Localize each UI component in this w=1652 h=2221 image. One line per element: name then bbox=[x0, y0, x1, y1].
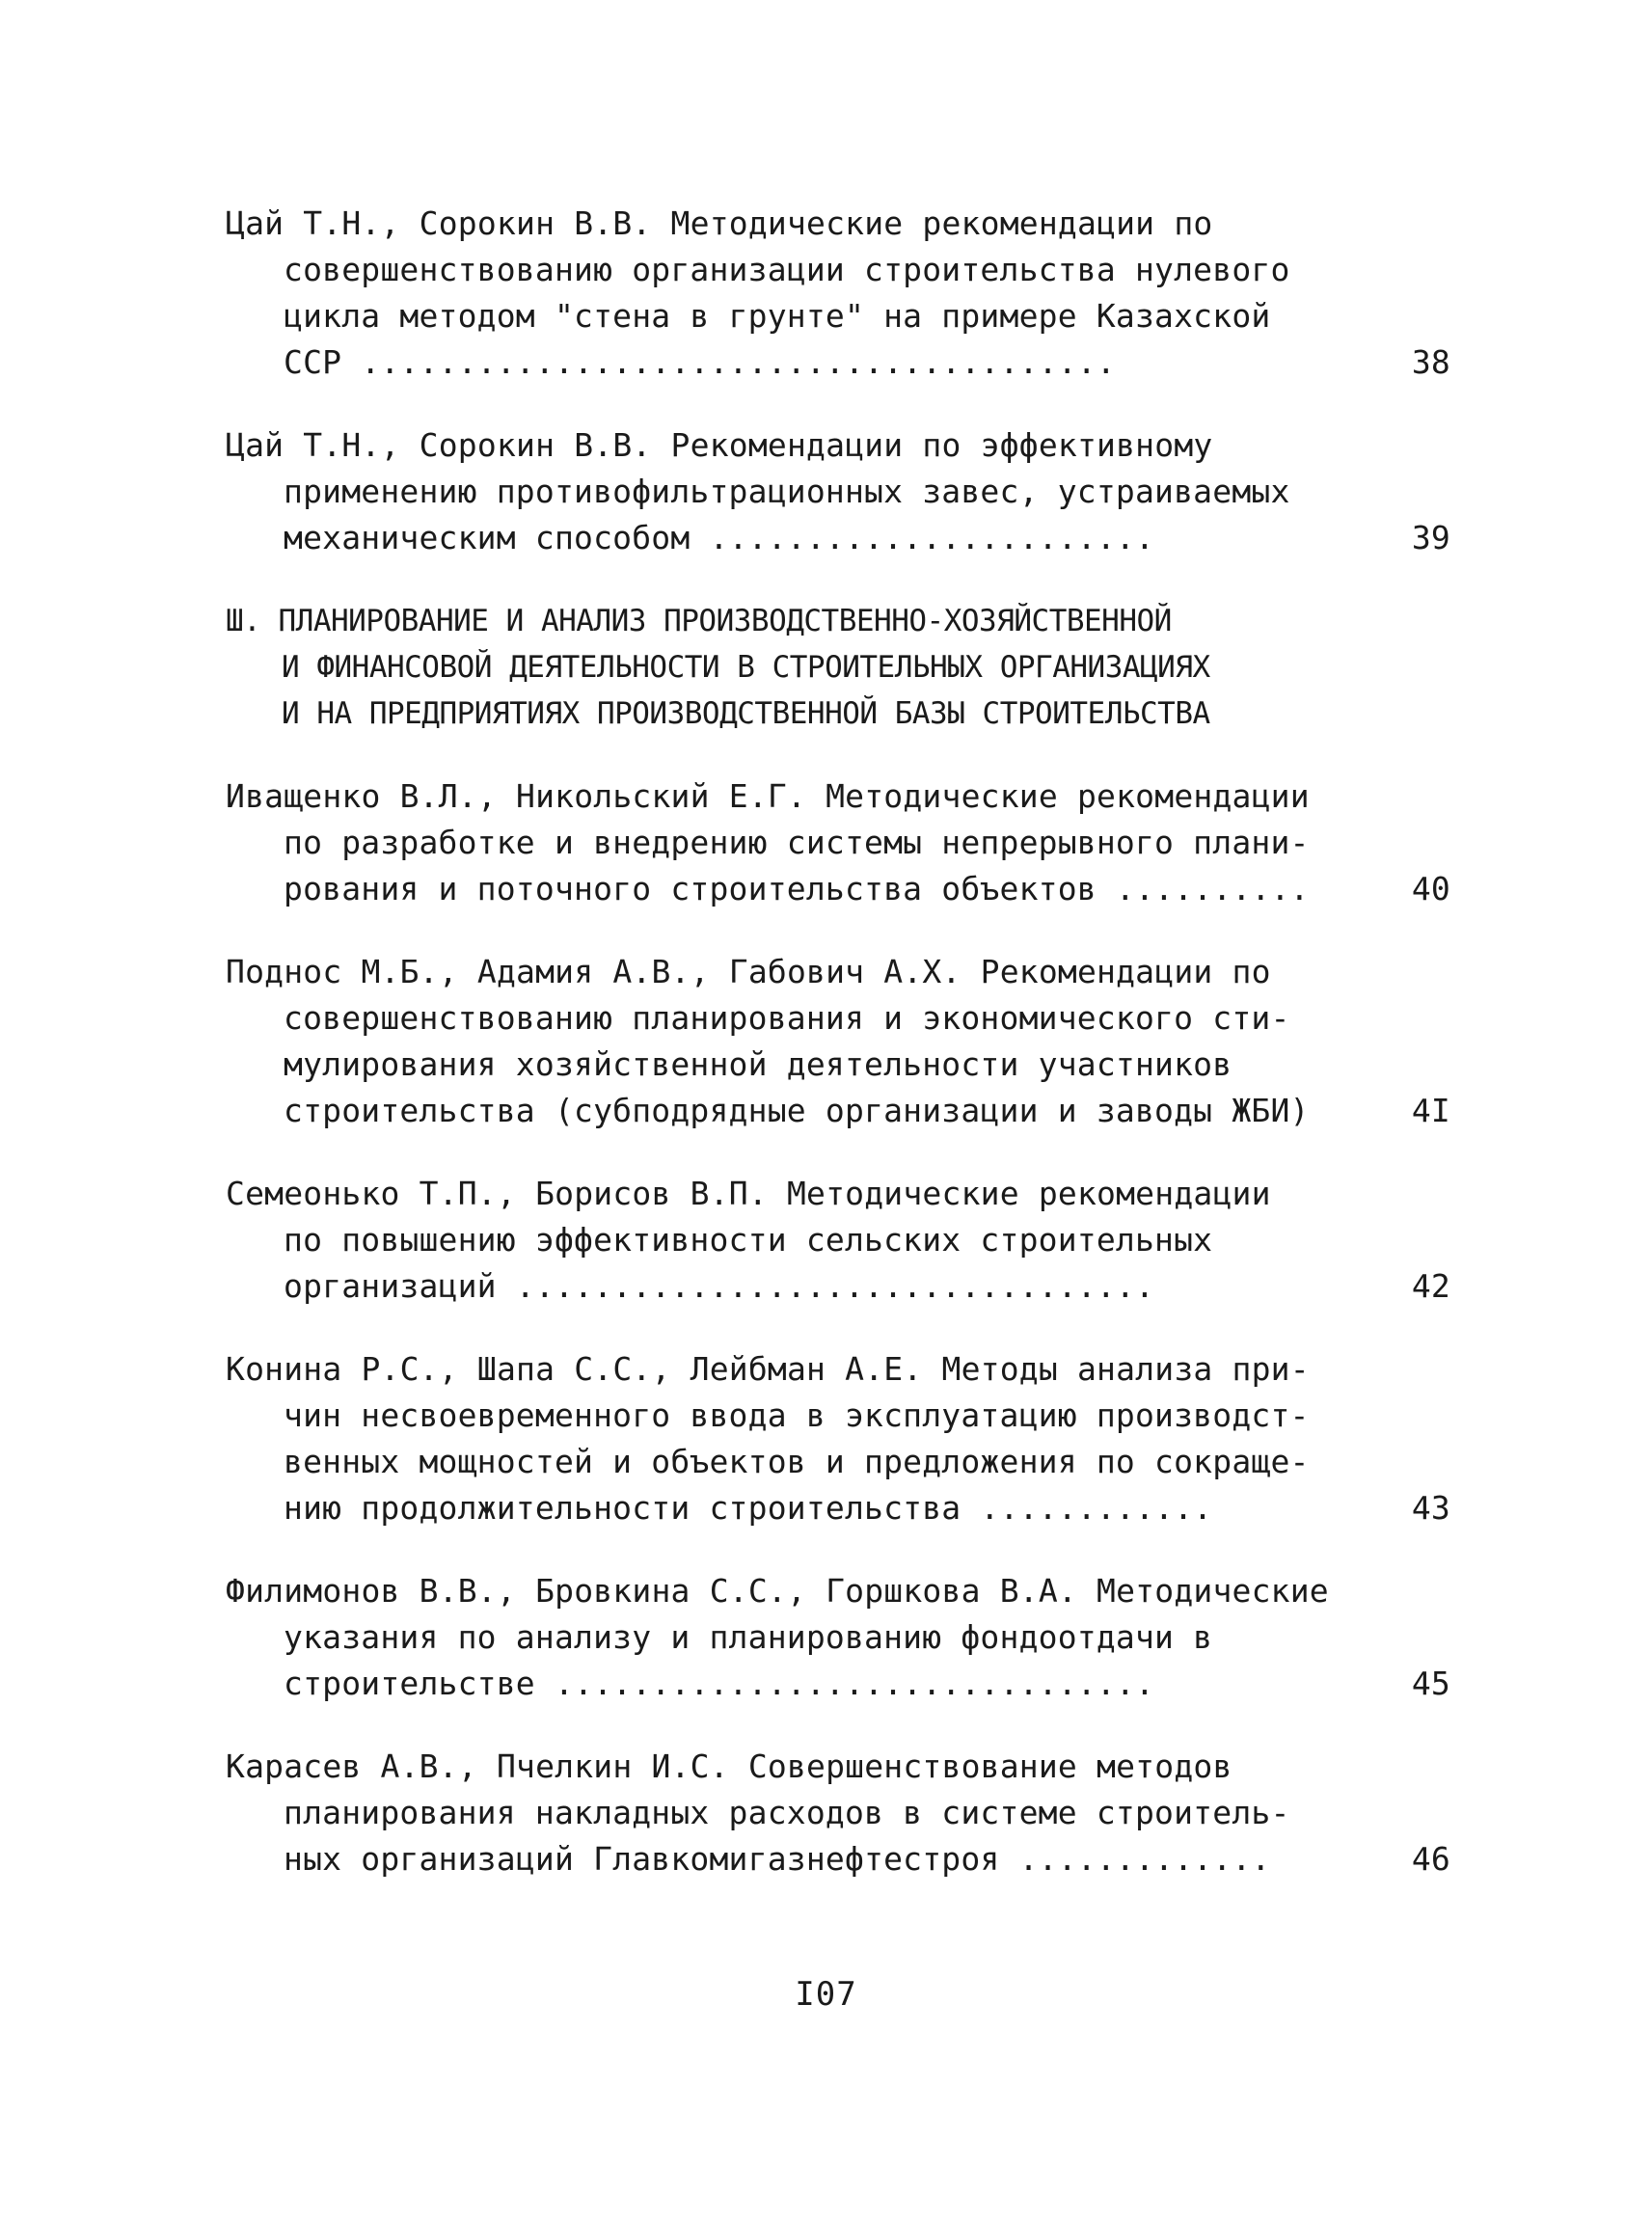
page-number: 4I bbox=[1411, 1092, 1450, 1129]
section-heading-line: Ш. ПЛАНИРОВАНИЕ И АНАЛИЗ ПРОИЗВОДСТВЕННО-ХОЗЯЙСТВЕННОЙ bbox=[226, 604, 1172, 638]
entry-line: Конина Р.С., Шапа С.С., Лейбман А.Е. Методы анализа при- bbox=[226, 1350, 1310, 1388]
entry-line: указания по анализу и планированию фондоотдачи в bbox=[284, 1618, 1213, 1656]
page-number: 42 bbox=[1411, 1267, 1450, 1305]
entry-line: совершенствованию планирования и экономического сти- bbox=[284, 999, 1290, 1037]
section-heading-line: И НА ПРЕДПРИЯТИЯХ ПРОИЗВОДСТВЕННОЙ БАЗЫ СТРОИТЕЛЬСТВА bbox=[282, 696, 1210, 731]
entry-line: по повышению эффективности сельских строительных bbox=[284, 1221, 1213, 1259]
entry-line: Филимонов В.В., Бровкина С.С., Горшкова В.А. Методические bbox=[226, 1572, 1329, 1610]
toc-entry bbox=[226, 1568, 1450, 1707]
entry-line: по разработке и внедрению системы непрерывного плани- bbox=[284, 824, 1310, 861]
page-number: 46 bbox=[1411, 1840, 1450, 1878]
entry-line: рования и поточного строительства объектов .......... bbox=[284, 870, 1310, 907]
toc-entry bbox=[226, 1744, 1450, 1882]
entry-line: применению противофильтрационных завес, устраиваемых bbox=[284, 473, 1290, 510]
entry-line: Карасев А.В., Пчелкин И.С. Совершенствование методов bbox=[226, 1747, 1232, 1785]
section-heading-line: И ФИНАНСОВОЙ ДЕЯТЕЛЬНОСТИ В СТРОИТЕЛЬНЫХ ОРГАНИЗАЦИЯХ bbox=[282, 650, 1210, 685]
entry-line: строительства (субподрядные организации и заводы ЖБИ) bbox=[284, 1092, 1310, 1129]
page-folio-number: I07 bbox=[795, 1975, 857, 2014]
entry-line: планирования накладных расходов в системе строитель- bbox=[284, 1794, 1290, 1831]
page-number: 40 bbox=[1411, 870, 1450, 907]
entry-line: нию продолжительности строительства ............ bbox=[284, 1489, 1213, 1527]
page-number: 38 bbox=[1411, 343, 1450, 381]
toc-entry bbox=[226, 201, 1450, 386]
entry-line: венных мощностей и объектов и предложения по сокраще- bbox=[284, 1443, 1310, 1480]
entry-line: Поднос М.Б., Адамия А.В., Габович А.Х. Рекомендации по bbox=[226, 953, 1271, 990]
entry-line: Иващенко В.Л., Никольский Е.Г. Методические рекомендации bbox=[226, 777, 1310, 815]
toc-entry bbox=[226, 1346, 1450, 1531]
section-heading bbox=[226, 598, 1450, 737]
entry-line: ных организаций Главкомигазнефтестроя ............. bbox=[284, 1840, 1271, 1878]
entry-line: строительстве ............................... bbox=[284, 1665, 1155, 1702]
entry-line: цикла методом "стена в грунте" на примере Казахской bbox=[284, 297, 1271, 335]
entry-line: совершенствованию организации строительства нулевого bbox=[284, 251, 1290, 288]
entry-line: Цай Т.Н., Сорокин В.В. Методические рекомендации по bbox=[226, 204, 1213, 242]
toc-entry bbox=[226, 422, 1450, 561]
entry-line: организаций ................................. bbox=[284, 1267, 1155, 1305]
page-number: 45 bbox=[1411, 1665, 1450, 1702]
entry-line: Семеонько Т.П., Борисов В.П. Методические рекомендации bbox=[226, 1175, 1271, 1212]
entry-line: Цай Т.Н., Сорокин В.В. Рекомендации по эффективному bbox=[226, 426, 1213, 464]
toc-entry bbox=[226, 1171, 1450, 1310]
toc-entry bbox=[226, 773, 1450, 912]
page-number: 39 bbox=[1411, 519, 1450, 556]
toc-entry bbox=[226, 949, 1450, 1134]
page-number: 43 bbox=[1411, 1489, 1450, 1527]
table-of-contents bbox=[226, 201, 1450, 1919]
entry-line: механическим способом ....................... bbox=[284, 519, 1155, 556]
entry-line: мулирования хозяйственной деятельности участников bbox=[284, 1045, 1232, 1083]
entry-line: ССР ....................................... bbox=[284, 343, 1116, 381]
entry-line: чин несвоевременного ввода в эксплуатацию производст- bbox=[284, 1396, 1310, 1434]
